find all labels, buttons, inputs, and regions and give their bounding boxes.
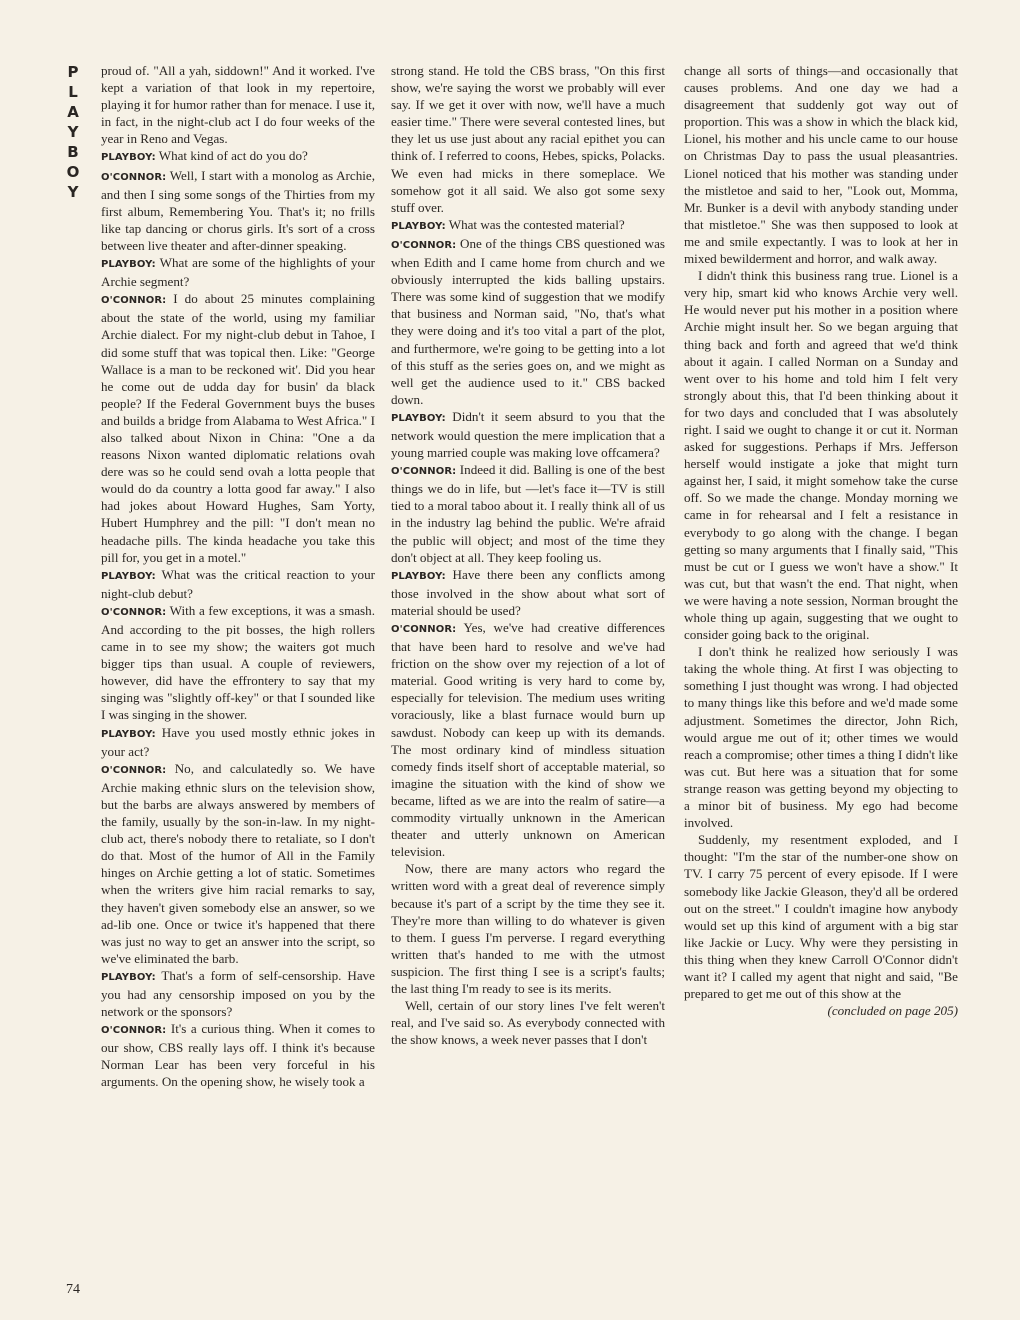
speaker-label: PLAYBOY: (391, 570, 446, 582)
speaker-label: PLAYBOY: (391, 412, 446, 424)
paragraph-text: I do about 25 minutes complaining about the state of the world, using my familiar Archie dialect. For my night-club debut in Tahoe, I did some stuff that was topical then. Like: "George Wallace is a man to be reckoned wit'. Did you hear he come out de udda day for busin' da black people? If the Federal Government buys the buses and builds a bridge from Alabama to West Africa." I also talked about Nixon in China: "One a da reasons Nixon wanted diplomatic relations ovah dere was so he could send ovah a lotta people that would do da country a lotta good far away." I also had jokes about Howard Hughes, Sam Yorty, Hubert Humphrey and the pill: "I don't mean no headache pills. The kinda headache you take this pill for, you get in a motel." (101, 291, 375, 565)
speaker-label: O'CONNOR: (101, 1025, 167, 1037)
speaker-label: PLAYBOY: (101, 971, 156, 983)
paragraph (391, 619, 665, 860)
paragraph-text: No, and calculatedly so. We have Archie making ethnic slurs on the television show, but the barbs are always answered by members of the family, usually by the son-in-law. In my night-club act, there's nobody there to retaliate, so I don't do that. Most of the humor of All in the Family hinges on Archie getting a lot of static. Sometimes when the writers give him racial remarks to say, they haven't given somebody else an answer, so we ad-lib one. Once or twice it's happened that there was just no way to get an answer into the script, so we've eliminated the barb. (101, 760, 375, 966)
masthead-letter: A (67, 103, 79, 121)
paragraph (684, 831, 958, 1002)
paragraph (391, 566, 665, 619)
paragraph (391, 997, 665, 1048)
masthead-playboy (58, 62, 88, 202)
paragraph (101, 760, 375, 967)
paragraph (391, 860, 665, 997)
paragraph-text: change all sorts of things—and occasionally that causes problems. And one day we had a disagreement that suddenly got way out of proportion. This was a show in which the black kid, Lionel, his mother and his uncle came to our house on Christmas Day to pass the usual pleasantries. Lionel noticed that his mother was standing under the mistletoe and said to her, "Look out, Momma, Mr. Bunker is a devil with anybody standing under that mistletoe." She was then supposed to look at me and smile expectantly. I was to look at her in mixed bewilderment and horror, and walk away. (684, 63, 958, 267)
paragraph-text: That's a form of self-censorship. Have you had any censorship imposed on you by the network or the sponsors? (101, 967, 375, 1020)
speaker-label: O'CONNOR: (391, 624, 457, 635)
paragraph (684, 267, 958, 643)
paragraph-text: Well, certain of our story lines I've felt weren't real, and I've said so. As everybody connected with the show knows, a week never passes that I don't (391, 998, 665, 1048)
speaker-label: PLAYBOY: (101, 570, 156, 582)
speaker-label: O'CONNOR: (101, 295, 167, 307)
text-column-1 (101, 62, 375, 1292)
paragraph (101, 147, 375, 166)
paragraph (684, 643, 958, 831)
paragraph-text: What was the contested material? (448, 216, 625, 232)
masthead-letter: L (68, 83, 78, 101)
paragraph-text: Have you used mostly ethnic jokes in your act? (101, 724, 375, 759)
paragraph-text: With a few exceptions, it was a smash. And according to the pit bosses, the high rollers came in to see my show; the waiters got much bigger tips than usual. A couple of reviewers, however, did have the effrontery to say that my singing was "slightly off-key" or that I sounded like I was singing in the shower. (101, 602, 375, 723)
paragraph-text: Suddenly, my resentment exploded, and I thought: "I'm the star of the number-one show on TV. I carry 75 percent of every episode. If I were somebody like Jackie Gleason, they'd all be ordered out on the street." I couldn't imagine how anybody would set up this kind of argument with a big star like Jackie or Lucy. Why were they persisting in this thing when they knew Carroll O'Connor didn't want it? I called my agent that night and said, "Be prepared to get me out of this show at the (684, 832, 958, 1002)
paragraph-text: One of the things CBS questioned was when Edith and I came home from church and we obviously interrupted the kids balling upstairs. There was some kind of suggestion that we modify that business and Norman said, "No, that's what they were doing and it's too vital a part of the plot, and furthermore, we're going to be getting into a lot of this stuff as the series goes on, and we might as well get the audience used to it." CBS backed down. (391, 235, 665, 407)
paragraph-text: I didn't think this business rang true. Lionel is a very hip, smart kid who knows Archie very well. He would never put his mother in a position where Archie might insult her. So we began arguing that thing back and forth and agreed that we'd think about it again. I called Norman on a Sunday and went over to his home and told him I felt very strongly about this, that I'd been thinking about it for two days and concluded that I was absolutely right. I said we ought to change it or cut it. Norman asked for suggestions. Perhaps if Mrs. Jefferson herself would instigate a joke that might turn against her, I said, it might somehow take the curse off. So we made the change. Monday morning we came in for rehearsal and I felt a resistance in everybody to go along with the change. I began getting so many arguments that I finally said, "This must be cut or I guess we won't have a show." It was cut, but that wasn't the end. That night, when we were having a note session, Norman brought the whole thing up again, suggesting that we ought to consider going back to the original. (684, 268, 958, 643)
paragraph-text: strong stand. He told the CBS brass, "On this first show, we're saying the worst we probably will ever say. If we get it over with now, we'll have a much easier time." There were several contested lines, but they let us use just about any racial epithet you can think of. I referred to coons, Hebes, spicks, Polacks. We even had micks in there someplace. We somehow got it all said. We also got some sexy stuff over. (391, 63, 665, 215)
masthead-letter: Y (67, 123, 79, 141)
paragraph (101, 290, 375, 566)
page-number: 74 (66, 1282, 80, 1297)
paragraph (101, 967, 375, 1020)
speaker-label: PLAYBOY: (101, 728, 156, 740)
paragraph (391, 461, 665, 566)
speaker-label: PLAYBOY: (391, 220, 446, 232)
paragraph-text: What kind of act do you do? (158, 148, 308, 164)
paragraph (101, 62, 375, 147)
paragraph-text: proud of. "All a yah, siddown!" And it worked. I've kept a variation of that look in my repertoire, playing it for humor rather than for menace. I use it, in fact, in the night-club act I do four weeks of the year in Reno and Vegas. (101, 63, 375, 147)
paragraph (101, 566, 375, 602)
paragraph (684, 62, 958, 267)
text-column-2 (391, 62, 665, 1292)
speaker-label: O'CONNOR: (101, 764, 167, 776)
paragraph (391, 408, 665, 461)
masthead-letter: O (66, 163, 80, 181)
paragraph (101, 167, 375, 254)
paragraph-text: What are some of the highlights of your Archie segment? (101, 255, 375, 290)
speaker-label: O'CONNOR: (391, 466, 457, 478)
speaker-label: O'CONNOR: (391, 239, 457, 251)
paragraph-text: Indeed it did. Balling is one of the best things we do in life, but —let's face it—TV is still tied to a moral taboo about it. I really think all of us in the industry lag behind the public. We're afraid the public will object; and most of the time they don't object at all. They keep fooling us. (391, 462, 665, 565)
paragraph-text: What was the critical reaction to your night-club debut? (101, 566, 375, 601)
paragraph-text: Have there been any conflicts among those involved in the show about what sort of material should be used? (391, 566, 665, 618)
paragraph (101, 602, 375, 724)
paragraph-text: Well, I start with a monolog as Archie, and then I sing some songs of the Thirties from my first album, Remembering You. That's it; no frills like tap dancing or chorus girls. It's sort of a cross between live theater and after-dinner speaking. (101, 167, 375, 253)
paragraph (101, 724, 375, 760)
speaker-label: O'CONNOR: (101, 606, 167, 618)
text-column-3 (684, 62, 958, 1292)
paragraph-text: It's a curious thing. When it comes to our show, CBS really lays off. I think it's because Norman Lear has been very forceful in his arguments. On the opening show, he wisely took a (101, 1021, 375, 1090)
paragraph (101, 254, 375, 290)
continuation-note: (concluded on page 205) (827, 1003, 958, 1019)
paragraph (391, 235, 665, 408)
masthead-letter: B (67, 143, 79, 161)
paragraph (391, 216, 665, 235)
speaker-label: PLAYBOY: (101, 152, 156, 164)
speaker-label: O'CONNOR: (101, 171, 167, 183)
paragraph-text: Yes, we've had creative differences that have been hard to resolve and we've had friction on the show over my rejection of a lot of material. Good writing is very hard to come by, especially for television. The medium uses writing voraciously, like a blast furnace would burn up sawdust. Nobody can keep up with its demands. The most ordinary kind of mindless situation comedy finds itself short of acceptable material, so imagine the situation with the kind of show we became, lifted as we are into the realm of satire—a commodity virtually unknown in the American theater and utterly unknown on American television. (391, 620, 665, 860)
paragraph (101, 1020, 375, 1090)
paragraph-text: Now, there are many actors who regard the written word with a great deal of reverence simply because it's part of a script by the time they see it. They're more than willing to do whatever is given to them. I guess I'm perverse. I regard everything written that's handed to me with the utmost suspicion. The first thing I see is a script's faults; the last thing I'm ready to see is its merits. (391, 861, 665, 996)
paragraph-text: I don't think he realized how seriously I was taking the whole thing. At first I was objecting to something I just thought was wrong. I had objected to many things like this before and we'd made some adjustment. Sometimes the director, John Rich, would argue me out of it; other times we would reach a compromise; other times a thing I didn't like was cut. But here was a situation that for some strange reason was getting beyond my objecting to a minor bit of business. My ego had become involved. (684, 644, 958, 831)
masthead-letter: Y (67, 183, 79, 201)
paragraph-text: Didn't it seem absurd to you that the network would question the mere implication that a young married couple was making love offcamera? (391, 408, 665, 461)
speaker-label: PLAYBOY: (101, 259, 156, 271)
paragraph (391, 62, 665, 216)
masthead-letter: P (67, 63, 79, 81)
